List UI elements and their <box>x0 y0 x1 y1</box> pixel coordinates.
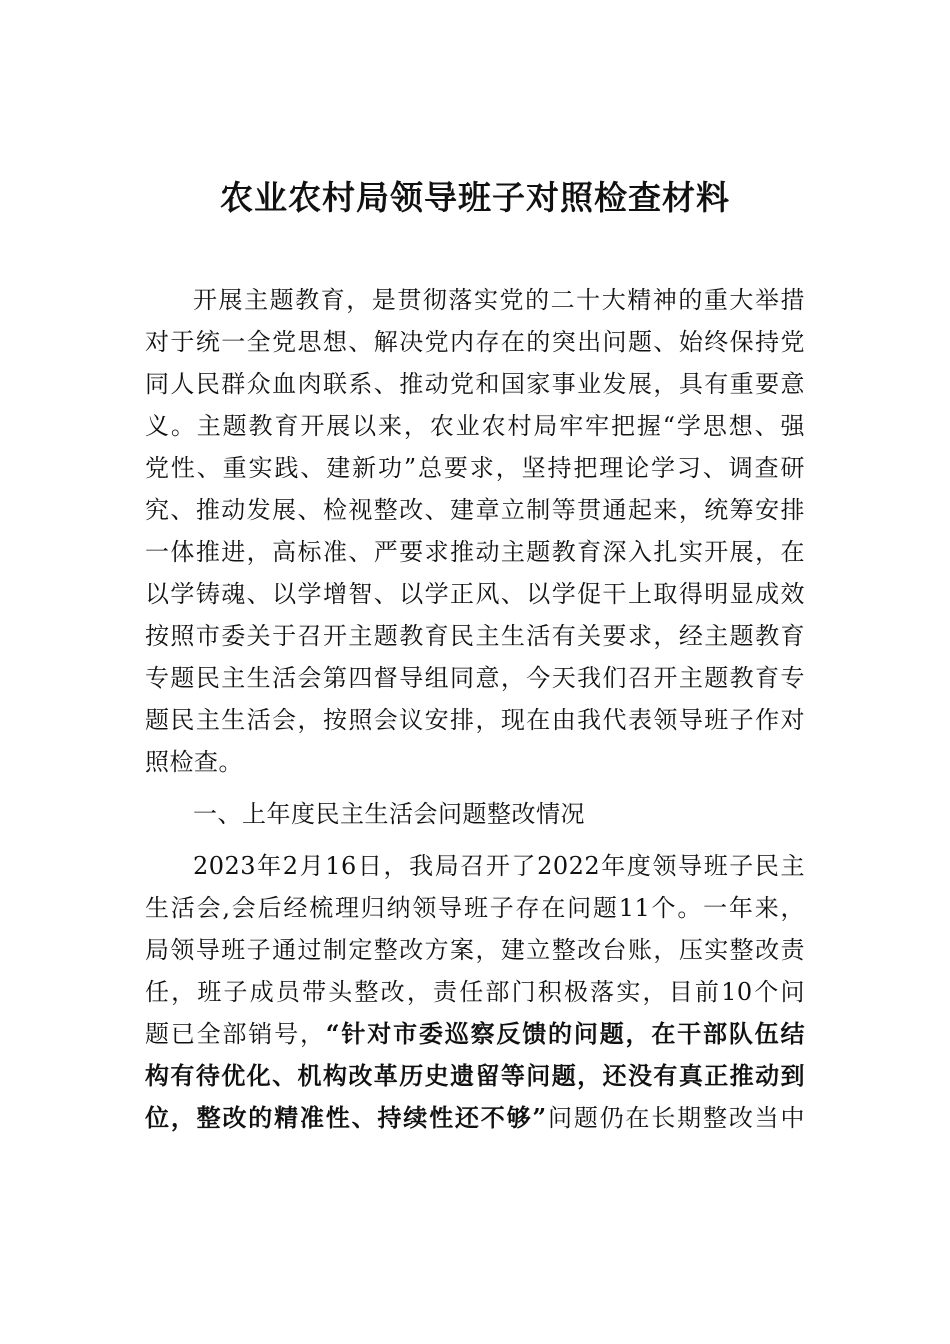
paragraph-line: 题民主生活会，按照会议安排，现在由我代表领导班子作对 <box>145 706 805 734</box>
paragraph-line: 对于统一全党思想、解决党内存在的突出问题、始终保持党 <box>145 328 805 356</box>
paragraph-line: 任，班子成员带头整改，责任部门积极落实，目前10个问 <box>145 978 805 1006</box>
paragraph-line: 究、推动发展、检视整改、建章立制等贯通起来，统筹安排 <box>145 496 805 524</box>
paragraph-line: 一体推进，高标准、严要求推动主题教育深入扎实开展，在 <box>145 538 805 566</box>
text-normal: 题已全部销号， <box>145 1020 326 1048</box>
text-emphasis: 位，整改的精准性、持续性还不够” <box>145 1103 547 1132</box>
paragraph-line <box>145 1100 805 1136</box>
paragraph-line: 按照市委关于召开主题教育民主生活有关要求，经主题教育 <box>145 622 805 650</box>
paragraph-line: 专题民主生活会第四督导组同意，今天我们召开主题教育专 <box>145 664 805 692</box>
paragraph-line: 义。主题教育开展以来，农业农村局牢牢把握“学思想、强 <box>145 412 805 440</box>
text-emphasis: “针对市委巡察反馈的问题，在干部队伍结 <box>325 1019 805 1048</box>
paragraph-line: 照检查。 <box>145 748 243 776</box>
paragraph-line: 党性、重实践、建新功”总要求，坚持把理论学习、调查研 <box>145 454 805 482</box>
paragraph-line: 局领导班子通过制定整改方案，建立整改台账，压实整改责 <box>145 936 805 964</box>
paragraph-line <box>145 1016 805 1052</box>
paragraph-line: 以学铸魂、以学增智、以学正风、以学促干上取得明显成效 <box>145 580 805 608</box>
section-heading: 一、上年度民主生活会问题整改情况 <box>193 800 585 828</box>
paragraph-line: 生活会,会后经梳理归纳领导班子存在问题11个。一年来， <box>145 894 805 922</box>
paragraph-line: 构有待优化、机构改革历史遗留等问题，还没有真正推动到 <box>145 1061 805 1090</box>
document-title: 农业农村局领导班子对照检查材料 <box>220 178 730 217</box>
paragraph-line: 2023年2月16日，我局召开了2022年度领导班子民主 <box>193 852 805 880</box>
text-normal: 问题仍在长期整改当中 <box>546 1104 805 1132</box>
paragraph-line: 开展主题教育，是贯彻落实党的二十大精神的重大举措 <box>193 286 805 314</box>
paragraph-line: 同人民群众血肉联系、推动党和国家事业发展，具有重要意 <box>145 370 805 398</box>
